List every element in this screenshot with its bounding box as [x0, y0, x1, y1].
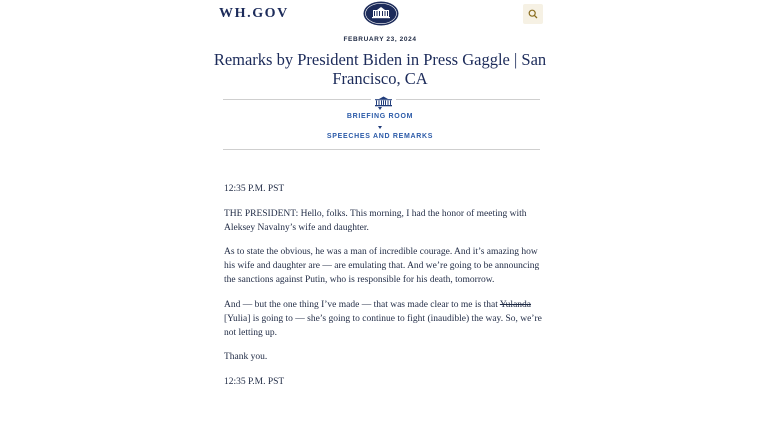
paragraph: THE PRESIDENT: Hello, folks. This morning, I had the honor of meeting with Aleksey Navalny’s wife and daughter. [224, 208, 527, 233]
timestamp-end: 12:35 P.M. PST [224, 376, 285, 387]
paragraph-text: [Yulia] is going to — she’s going to continue to fight (inaudible) the way. So, we’re not letting up. [224, 313, 542, 338]
publish-date: FEBRUARY 23, 2024 [343, 36, 417, 43]
search-button[interactable] [523, 4, 543, 24]
struck-name: Yulanda [499, 299, 532, 310]
paragraph [224, 298, 544, 340]
paragraph: Thank you. [224, 352, 268, 362]
category-link-briefing-room[interactable]: BRIEFING ROOM [346, 113, 414, 120]
paragraph: As to state the obvious, he was a man of incredible courage. And it’s amazing how his wife and daughter are — are emulating that. And we’re going to be announcing the sanctions against Putin, who is responsible for his death, tomorrow. [224, 247, 540, 285]
chevron-down-icon [378, 126, 382, 129]
site-logo[interactable]: WH.GOV [219, 6, 289, 21]
divider [223, 149, 540, 150]
white-house-icon [371, 94, 396, 105]
article-body [224, 182, 544, 399]
paragraph-text: And — but the one thing I’ve made — that was made clear to me is that [224, 299, 500, 310]
chevron-down-icon [378, 107, 382, 110]
timestamp-start: 12:35 P.M. PST [224, 184, 285, 194]
white-house-seal-icon[interactable] [363, 1, 399, 26]
page-title: Remarks by President Biden in Press Gaggle | San Francisco, CA [213, 50, 547, 88]
category-link-speeches-and-remarks[interactable]: SPEECHES AND REMARKS [326, 133, 434, 140]
search-icon [528, 9, 538, 19]
